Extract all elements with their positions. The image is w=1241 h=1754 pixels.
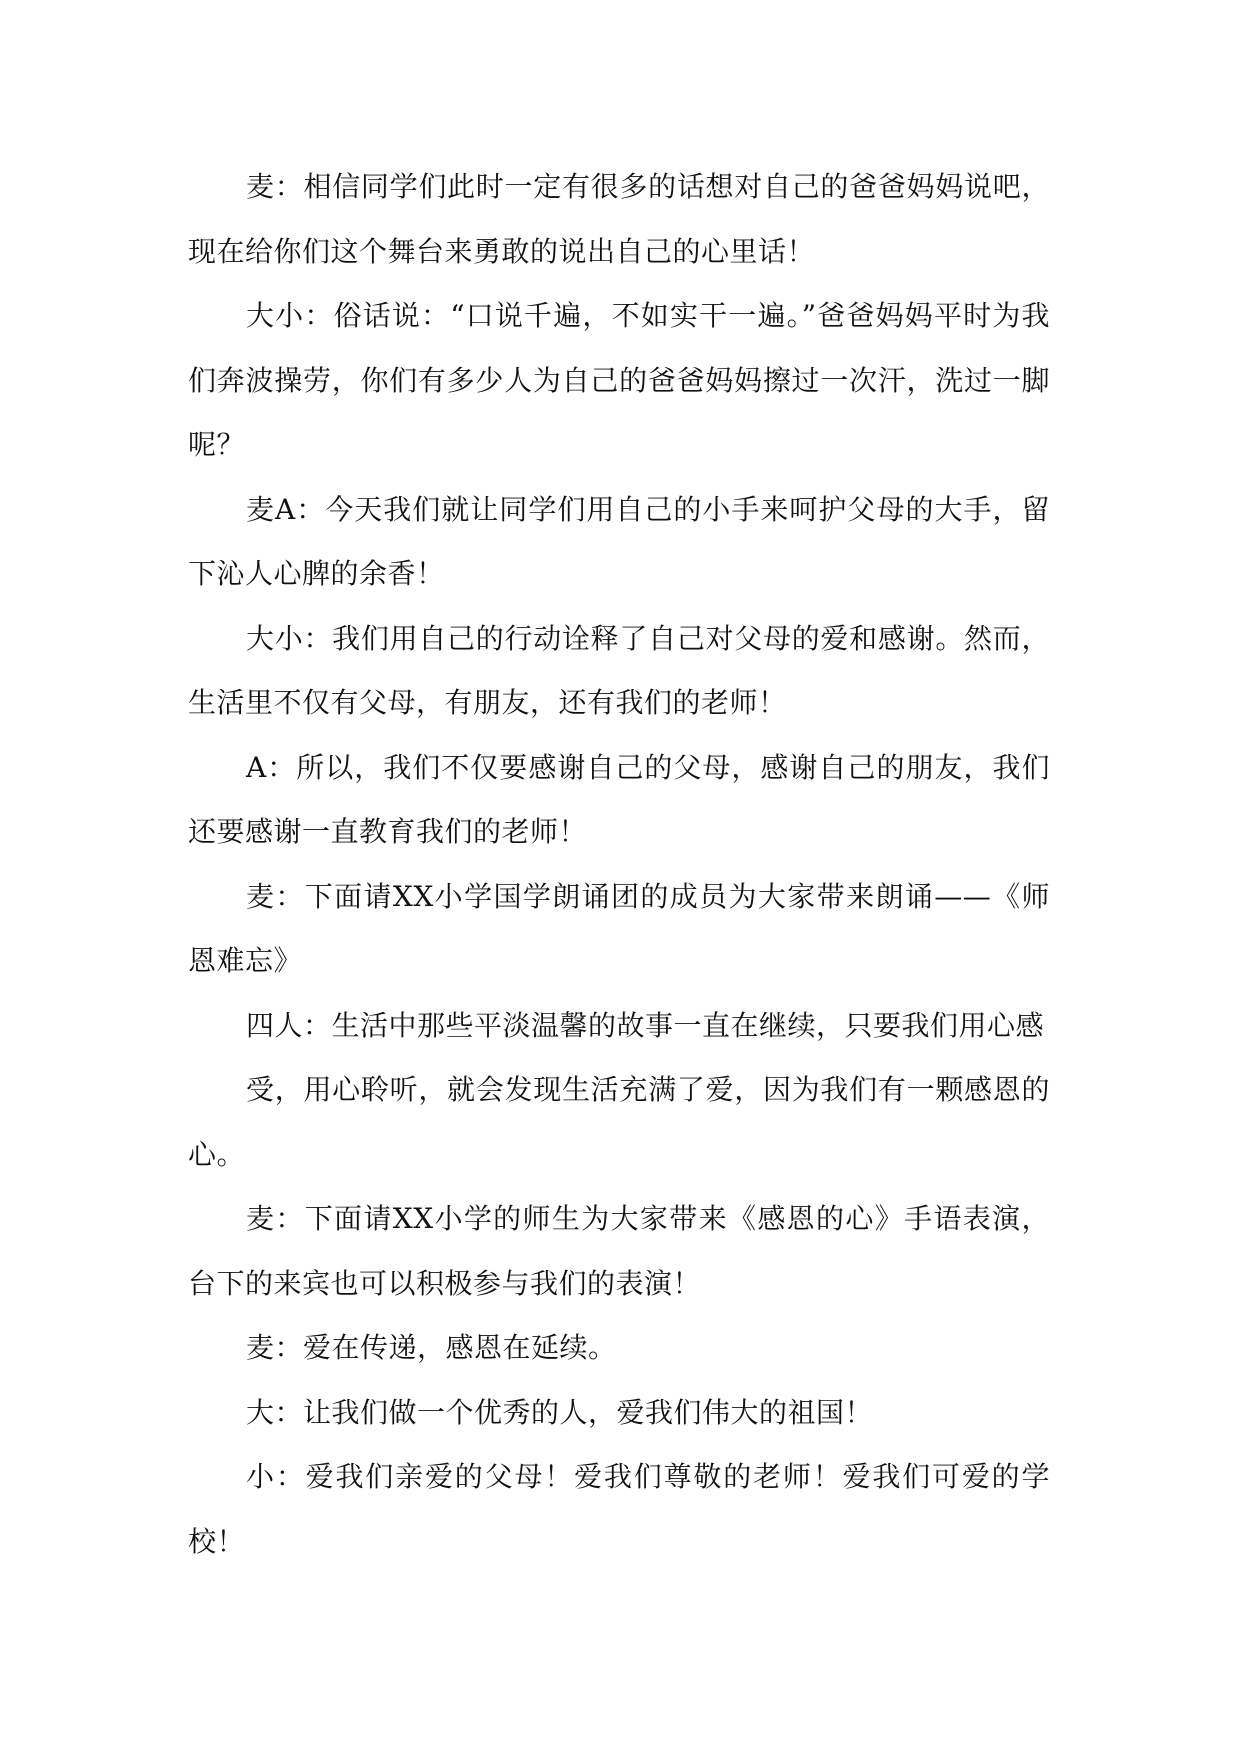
paragraph: A：所以，我们不仅要感谢自己的父母，感谢自己的朋友，我们还要感谢一直教育我们的老师！	[188, 750, 1050, 848]
paragraph: 四人：生活中那些平淡温馨的故事一直在继续，只要我们用心感	[246, 1008, 1045, 1042]
paragraph: 麦：爱在传递，感恩在延续。	[246, 1331, 617, 1364]
paragraph: 大小：俗话说：“口说千遍，不如实干一遍。”爸爸妈妈平时为我们奔波操劳，你们有多少人为自己的爸爸妈妈擦过一次汗，洗过一脚呢？	[188, 299, 1050, 461]
paragraph: 受，用心聆听，就会发现生活充满了爱，因为我们有一颗感恩的心。	[188, 1073, 1050, 1171]
paragraph: 麦：下面请XX小学的师生为大家带来《感恩的心》手语表演，台下的来宾也可以积极参与我们的表演！	[188, 1202, 1050, 1300]
paragraph: 麦A：今天我们就让同学们用自己的小手来呵护父母的大手，留下沁人心脾的余香！	[188, 492, 1050, 590]
paragraph: 麦：下面请XX小学国学朗诵团的成员为大家带来朗诵——《师恩难忘》	[188, 879, 1050, 977]
document-body	[188, 155, 1050, 1574]
paragraph: 大：让我们做一个优秀的人，爱我们伟大的祖国！	[246, 1395, 874, 1429]
paragraph: 小：爱我们亲爱的父母！爱我们尊敬的老师！爱我们可爱的学校！	[188, 1460, 1050, 1558]
paragraph: 大小：我们用自己的行动诠释了自己对父母的爱和感谢。然而，生活里不仅有父母，有朋友，还有我们的老师！	[188, 621, 1050, 719]
paragraph: 麦：相信同学们此时一定有很多的话想对自己的爸爸妈妈说吧，现在给你们这个舞台来勇敢的说出自己的心里话！	[188, 170, 1050, 268]
